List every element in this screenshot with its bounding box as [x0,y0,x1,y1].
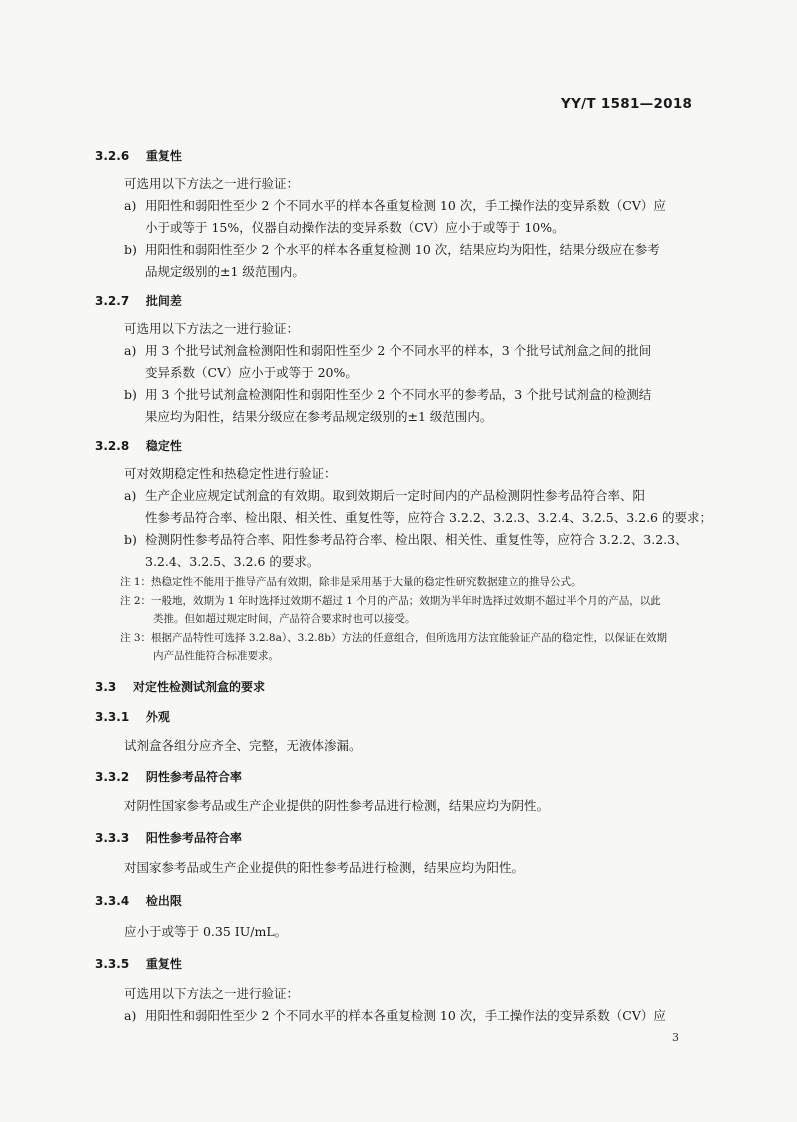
note-1: 注 1：热稳定性不能用于推导产品有效期，除非是采用基于大量的稳定性研究数据建立的推导公式。 [120,576,582,588]
section-number: 3.3.5 [95,957,130,971]
list-item-line: 检测阴性参考品符合率、阳性参考品符合率、检出限、相关性、重复性等，应符合 3.2.2、3.2.3、 [145,532,688,547]
section-title: 阳性参考品符合率 [145,831,242,845]
section-title: 对定性检测试剂盒的要求 [132,680,265,694]
page-number: 3 [672,1031,679,1044]
section-heading-3-2-6 [95,147,182,164]
list-label: a) [124,198,137,213]
note-3-line: 内产品性能符合标准要求。 [153,650,279,662]
section-heading-3-3-1 [95,708,170,725]
section-heading-3-3-5 [95,955,182,972]
list-item-line: 变异系数（CV）应小于或等于 20%。 [145,365,358,380]
list-label: b) [124,242,137,257]
section-title: 重复性 [145,957,182,971]
list-label: b) [124,387,137,402]
section-intro: 可对效期稳定性和热稳定性进行验证： [124,466,337,481]
note-2-line: 类推。但如超过规定时间，产品符合要求时也可以接受。 [153,613,416,625]
list-item-line: 生产企业应规定试剂盒的有效期。取到效期后一定时间内的产品检测阴性参考品符合率、阳 [145,488,646,503]
list-label: a) [124,488,137,503]
section-text: 应小于或等于 0.35 IU/mL。 [124,924,288,939]
section-heading-3-3-2 [95,768,242,785]
list-label: b) [124,532,137,547]
section-number: 3.3.1 [95,710,130,724]
section-heading-3-3-3 [95,829,242,846]
section-text: 对阴性国家参考品或生产企业提供的阴性参考品进行检测，结果应均为阴性。 [124,798,550,813]
section-heading-3-2-7 [95,292,182,309]
section-title: 稳定性 [145,439,182,453]
section-heading-3-3-4 [95,892,182,909]
section-heading-3-3 [95,678,265,695]
list-label: a) [124,343,137,358]
section-number: 3.2.7 [95,294,130,308]
section-heading-3-2-8 [95,437,182,454]
note-3-line: 注 3：根据产品特性可选择 3.2.8a）、3.2.8b）方法的任意组合，但所选用方法宜能验证产品的稳定性，以保证在效期 [120,632,668,644]
list-label: a) [124,1008,137,1023]
note-2-line: 注 2：一般地，效期为 1 年时选择过效期不超过 1 个月的产品；效期为半年时选择过效期不超过半个月的产品，以此 [120,595,661,607]
list-item-line: 用 3 个批号试剂盒检测阳性和弱阳性至少 2 个不同水平的参考品，3 个批号试剂盒的检测结 [145,387,652,402]
section-title: 外观 [145,710,170,724]
section-number: 3.2.8 [95,439,130,453]
section-intro: 可选用以下方法之一进行验证： [124,176,300,191]
list-item-line: 用阳性和弱阳性至少 2 个不同水平的样本各重复检测 10 次，手工操作法的变异系数（CV）应 [145,198,666,213]
section-text: 对国家参考品或生产企业提供的阳性参考品进行检测，结果应均为阳性。 [124,860,525,875]
list-item-line: 3.2.4、3.2.5、3.2.6 的要求。 [145,554,320,569]
list-item-line: 小于或等于 15%，仪器自动操作法的变异系数（CV）应小于或等于 10%。 [145,220,565,235]
section-title: 批间差 [145,294,182,308]
standard-code: YY/T 1581—2018 [561,96,693,112]
section-title: 阴性参考品符合率 [145,770,242,784]
list-item-line: 果应均为阳性，结果分级应在参考品规定级别的±1 级范围内。 [145,409,493,424]
section-number: 3.3 [95,680,117,694]
list-item-line: 品规定级别的±1 级范围内。 [145,264,305,279]
list-item-line: 性参考品符合率、检出限、相关性、重复性等，应符合 3.2.2、3.2.3、3.2.4、3.2.5、3.2.6 的要求； [145,510,712,525]
list-item-line: 用阳性和弱阳性至少 2 个不同水平的样本各重复检测 10 次，手工操作法的变异系数（CV）应 [145,1008,666,1023]
section-text: 试剂盒各组分应齐全、完整，无液体渗漏。 [124,738,362,753]
list-item-line: 用阳性和弱阳性至少 2 个水平的样本各重复检测 10 次，结果应均为阳性，结果分级应在参考 [145,242,660,257]
section-number: 3.2.6 [95,149,130,163]
section-number: 3.3.4 [95,894,130,908]
section-number: 3.3.2 [95,770,130,784]
section-title: 检出限 [145,894,182,908]
list-item-line: 用 3 个批号试剂盒检测阳性和弱阳性至少 2 个不同水平的样本，3 个批号试剂盒之间的批间 [145,343,652,358]
section-intro: 可选用以下方法之一进行验证： [124,321,300,336]
section-number: 3.3.3 [95,831,130,845]
section-intro: 可选用以下方法之一进行验证： [124,986,300,1001]
section-title: 重复性 [145,149,182,163]
